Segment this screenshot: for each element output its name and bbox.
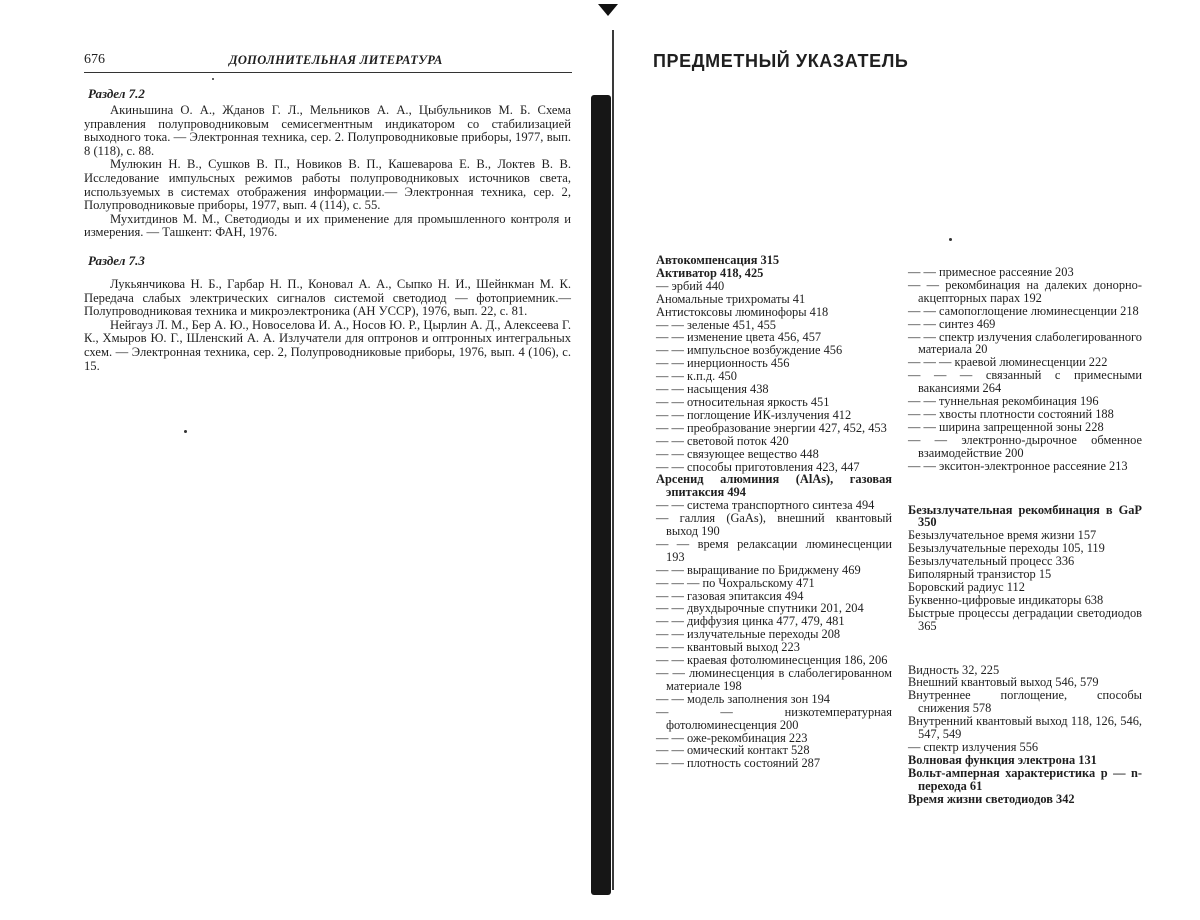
index-entry: — — плотность состояний 287 xyxy=(656,756,821,771)
running-head: ДОПОЛНИТЕЛЬНАЯ ЛИТЕРАТУРА xyxy=(229,53,443,67)
bibliography-entry: Мулюкин Н. В., Сушков В. П., Новиков В. П., Кашеварова Е. В., Локтев В. В. Исследование импульсных режимов работы полупроводниковых источников света, используемых в системах отображения информации.— Электронная техника, сер. 2, Полупроводниковые приборы, 1977, вып. 4 (114), с. 55. xyxy=(84,157,571,213)
index-entry: — — краевая фотолюминесценция 186, 206 xyxy=(656,653,888,668)
bibliography-entry: Лукьянчикова Н. Б., Гарбар Н. П., Коновал А. А., Сыпко Н. И., Шейнкман М. К. Передача слабых электрических сигналов системой светодиод — фотоприемник.— Полупроводниковая техника и микроэлектроника (АН УССР), 1976, вып. 22, с. 81. xyxy=(84,277,571,319)
index-entry: Автокомпенсация 315 xyxy=(656,253,780,267)
index-entry: — — люминесценция в слаболегированном материале 198 xyxy=(656,666,892,693)
index-entry: Время жизни светодиодов 342 xyxy=(908,791,1075,806)
index-column-1 xyxy=(656,254,892,770)
index-entry: — — — по Чохральскому 471 xyxy=(656,575,815,590)
index-entry: — галлия (GaAs), внешний квантовый выход 190 xyxy=(656,511,892,539)
bibliography-section-7-2 xyxy=(84,104,571,240)
index-entry: — — омический контакт 528 xyxy=(656,743,810,758)
index-entry: Активатор 418, 425 xyxy=(656,265,764,280)
index-entry: Видность 32, 225 xyxy=(908,662,1000,677)
index-entry: — — ширина запрещенной зоны 228 xyxy=(908,419,1104,434)
index-entry: — — инерционность 456 xyxy=(656,356,790,371)
index-entry: Безызлучательная рекомбинация в GaP 350 xyxy=(908,502,1142,530)
index-column-2 xyxy=(908,266,1142,806)
index-entry: Внутреннее поглощение, способы снижения 578 xyxy=(908,688,1142,716)
index-entry: — — поглощение ИК-излучения 412 xyxy=(656,407,852,422)
index-entry: — — самопоглощение люминесценции 218 xyxy=(908,303,1139,318)
index-entry: — — время релаксации люминесценции 193 xyxy=(656,536,892,564)
index-entry: — — модель заполнения зон 194 xyxy=(656,691,830,706)
speck xyxy=(949,238,952,241)
index-entry: Быстрые процессы деградации светодиодов 365 xyxy=(908,605,1142,633)
index-entry: — — излучательные переходы 208 xyxy=(656,627,841,642)
index-entry: — — диффузия цинка 477, 479, 481 xyxy=(656,614,845,629)
bibliography-entry: Акиньшина О. А., Жданов Г. Л., Мельников А. А., Цыбульников М. Б. Схема управления полупроводниковым семисегментным индикатором со стабилизацией выходного тока. — Электронная техника, сер. 2. Полупроводниковые приборы, 1977, вып. 8 (118), с. 88. xyxy=(84,103,571,158)
index-entry: — — — краевой люминесценции 222 xyxy=(908,355,1108,370)
section-title: Раздел 7.2 xyxy=(88,86,145,101)
index-entry: — — хвосты плотности состояний 188 xyxy=(908,406,1114,421)
index-entry: Антистоксовы люминофоры 418 xyxy=(656,304,829,319)
index-entry: — — низкотемпературная фотолюминесценция 200 xyxy=(656,704,892,732)
index-entry: Арсенид алюминия (AlAs), газовая эпитаксия 494 xyxy=(656,472,892,500)
index-title: ПРЕДМЕТНЫЙ УКАЗАТЕЛЬ xyxy=(653,51,909,71)
index-entry: — — изменение цвета 456, 457 xyxy=(656,330,822,345)
index-entry: — — спектр излучения слаболегированного материала 20 xyxy=(908,329,1142,357)
section-title: Раздел 7.3 xyxy=(88,253,145,268)
index-entry: — — система транспортного синтеза 494 xyxy=(656,498,875,513)
bibliography-entry: Мухитдинов М. М., Светодиоды и их применение для промышленного контроля и измерения. — Ташкент: ФАН, 1976. xyxy=(84,211,571,240)
index-entry: — — газовая эпитаксия 494 xyxy=(656,588,804,603)
index-entry: Безызлучательный процесс 336 xyxy=(908,554,1075,569)
index-entry: — — преобразование энергии 427, 452, 453 xyxy=(656,420,887,435)
right-page xyxy=(600,0,1200,920)
index-group-a-cont xyxy=(908,266,1142,473)
index-entry: — — оже-рекомбинация 223 xyxy=(656,730,808,745)
index-entry: Биполярный транзистор 15 xyxy=(908,567,1052,582)
index-entry: — — способы приготовления 423, 447 xyxy=(656,459,860,474)
bibliography-section-7-3 xyxy=(84,278,571,373)
index-entry: Безызлучательное время жизни 157 xyxy=(908,528,1097,543)
index-entry: — — примесное рассеяние 203 xyxy=(908,265,1074,279)
index-entry: Внутренний квантовый выход 118, 126, 546, 547, 549 xyxy=(908,714,1142,742)
index-entry: Вольт-амперная характеристика p — n-перехода 61 xyxy=(908,765,1142,793)
index-entry: — — связующее вещество 448 xyxy=(656,446,819,461)
page-number: 676 xyxy=(84,52,105,67)
page-header xyxy=(84,52,572,73)
index-entry: — — насыщения 438 xyxy=(656,382,769,397)
index-group-b xyxy=(908,504,1142,633)
index-entry: Волновая функция электрона 131 xyxy=(908,752,1097,767)
index-entry: — — рекомбинация на далеких донорно-акцепторных парах 192 xyxy=(908,277,1142,305)
index-entry: — — к.п.д. 450 xyxy=(656,369,737,384)
index-entry: — — квантовый выход 223 xyxy=(656,640,800,655)
speck xyxy=(184,430,187,433)
index-entry: — — электронно-дырочное обменное взаимодействие 200 xyxy=(908,432,1142,460)
index-entry: Аномальные трихроматы 41 xyxy=(656,291,806,306)
index-entry: — — относительная яркость 451 xyxy=(656,394,830,409)
index-entry: — — световой поток 420 xyxy=(656,433,789,448)
index-entry: Боровский радиус 112 xyxy=(908,579,1025,594)
speck xyxy=(212,78,214,80)
index-entry: — — импульсное возбуждение 456 xyxy=(656,343,843,358)
index-entry: — эрбий 440 xyxy=(656,278,725,293)
index-entry: — — экситон-электронное рассеяние 213 xyxy=(908,458,1128,473)
index-entry: — — выращивание по Бриджмену 469 xyxy=(656,562,861,577)
index-entry: — — зеленые 451, 455 xyxy=(656,317,776,332)
index-entry: Буквенно-цифровые индикаторы 638 xyxy=(908,592,1104,607)
index-group-v xyxy=(908,664,1142,806)
index-entry: Безызлучательные переходы 105, 119 xyxy=(908,541,1105,556)
index-entry: — — синтез 469 xyxy=(908,316,996,331)
index-entry: — — туннельная рекомбинация 196 xyxy=(908,394,1099,409)
index-entry: — спектр излучения 556 xyxy=(908,740,1039,754)
index-entry: — — — связанный с примесными вакансиями 264 xyxy=(908,368,1142,396)
index-entry: — — двухдырочные спутники 201, 204 xyxy=(656,601,864,616)
index-entry: Внешний квантовый выход 546, 579 xyxy=(908,675,1099,690)
bibliography-entry: Нейгауз Л. М., Бер А. Ю., Новоселова И. А., Носов Ю. Р., Цырлин А. Д., Алексеева Г. К., Хмыров Ю. Г., Шленский А. А. Излучатели для оптронов и оптронных интегральных схем. — Электронная техника, сер. 2, Полупроводниковые приборы, 1976, вып. 4 (106), с. 15. xyxy=(84,317,571,373)
